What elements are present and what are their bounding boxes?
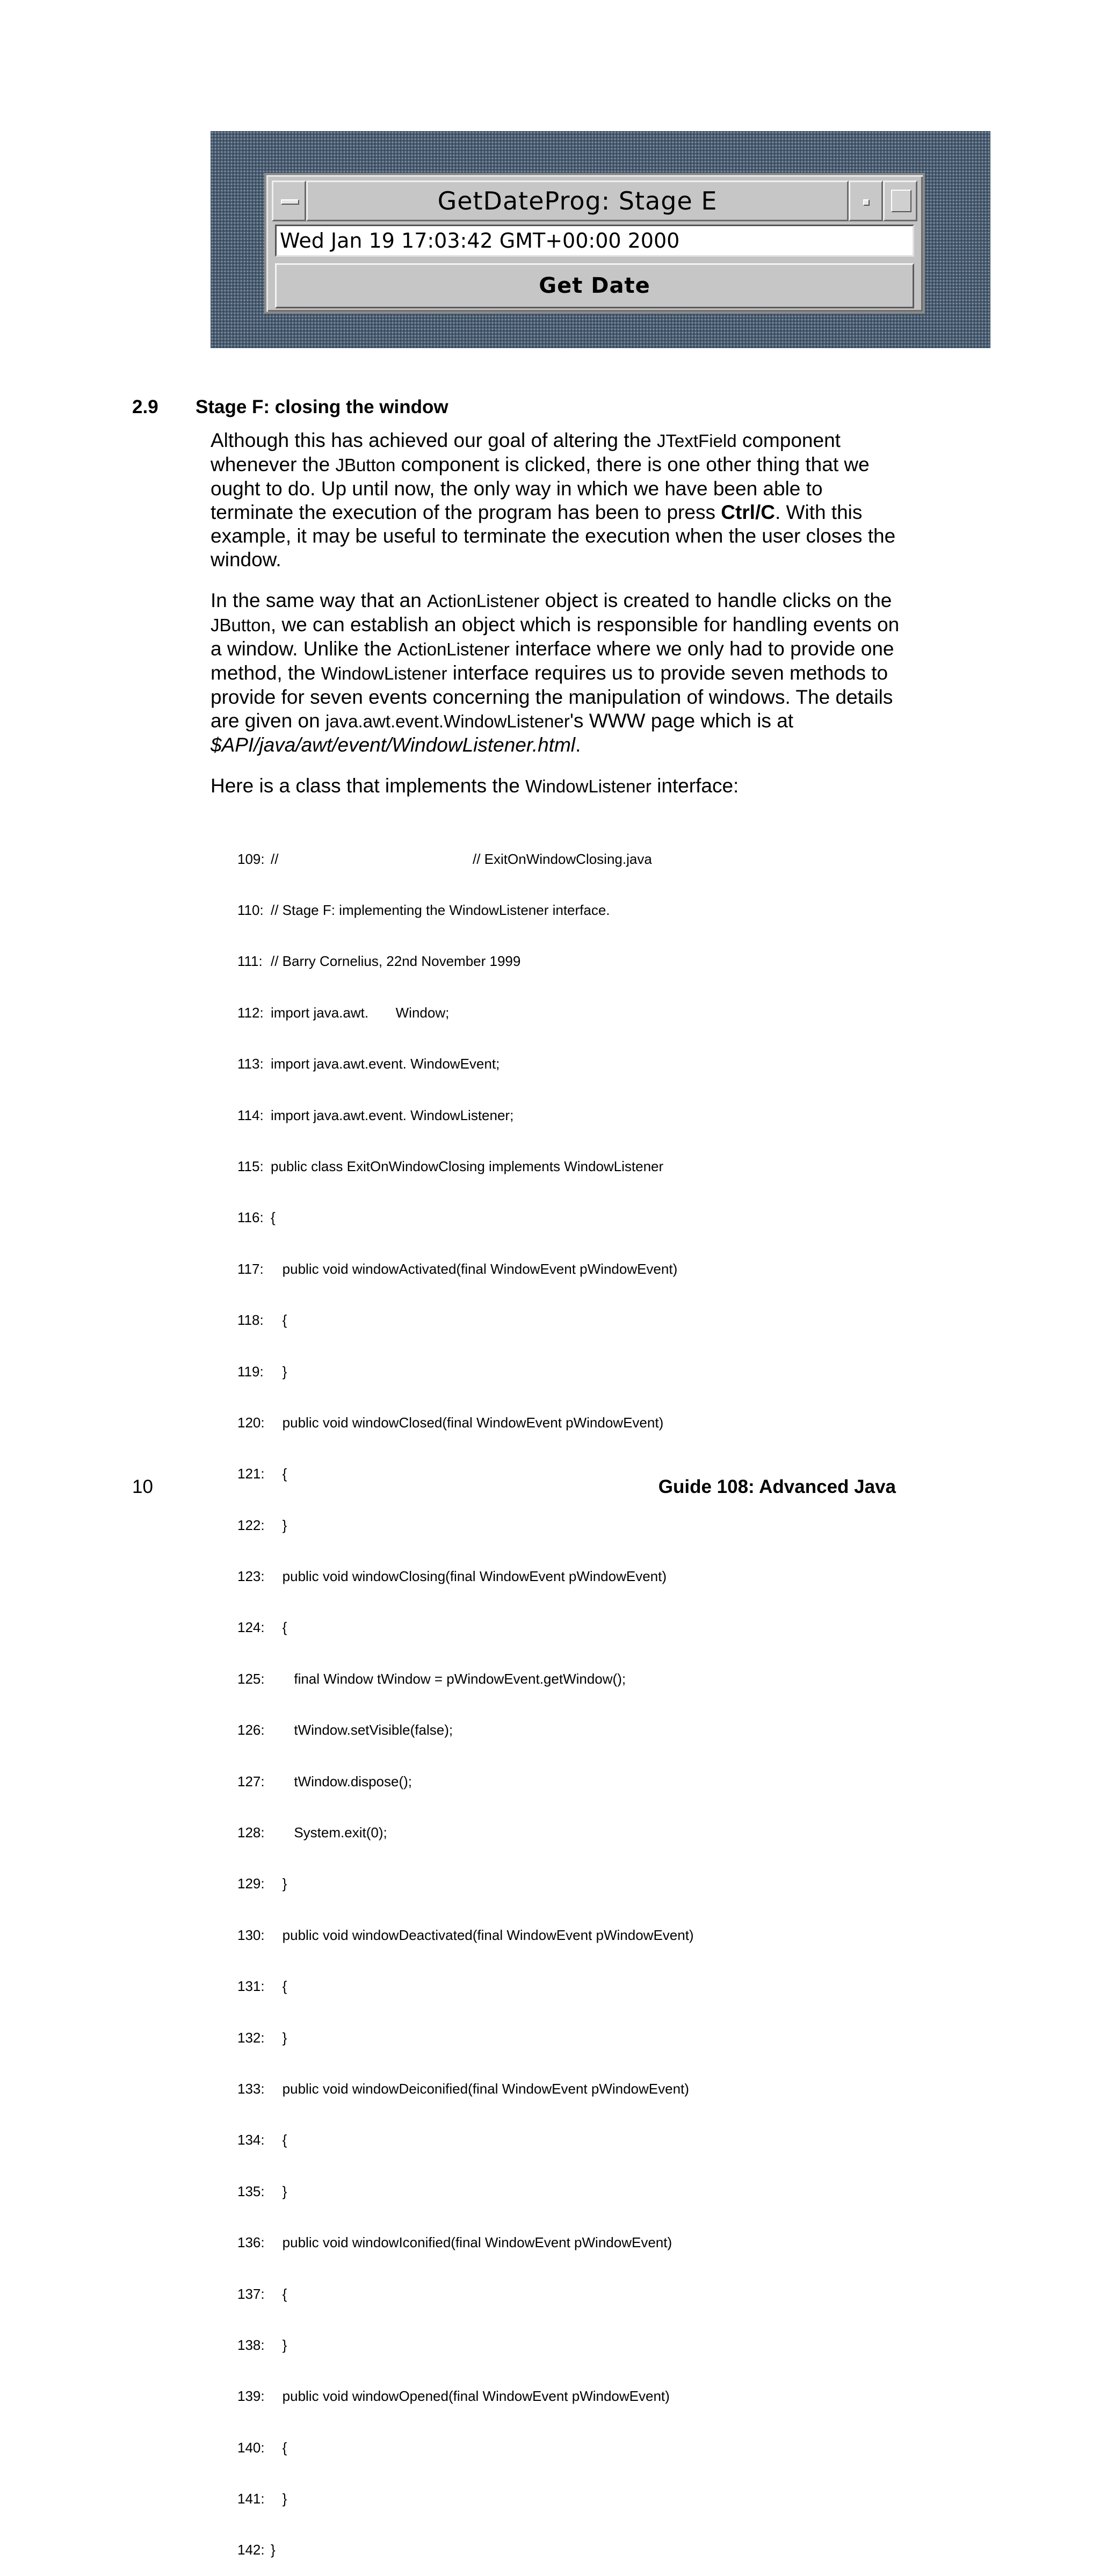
code-text: import java.awt. Window; [271,1004,450,1021]
window-titlebar [272,181,917,221]
get-date-button[interactable]: Get Date [275,263,914,308]
page-number: 10 [132,1476,153,1497]
code-text: public void windowOpened(final WindowEvent pWindowEvent) [271,2388,670,2405]
line-number: 113: [237,1056,267,1072]
code-text: public void windowClosed(final WindowEvent pWindowEvent) [271,1414,664,1431]
code-line [237,1619,694,1636]
code-text: // Stage F: implementing the WindowListener interface. [271,901,610,918]
keyboard-shortcut: Ctrl/C [721,501,775,523]
code-text: tWindow.setVisible(false); [271,1722,453,1738]
line-number: 114: [237,1107,267,1123]
code-line [237,1568,694,1585]
class-name: JButton [335,455,396,475]
code-line [237,1875,694,1893]
window-title: GetDateProg: Stage E [306,181,849,221]
code-line [237,851,694,868]
line-number: 123: [237,1568,269,1585]
code-line [237,2388,694,2405]
code-line [237,1671,694,1688]
line-number: 128: [237,1824,269,1841]
code-line [237,1158,694,1175]
line-number: 120: [237,1414,269,1431]
line-number: 111: [237,953,266,970]
code-line [237,2081,694,2098]
code-text: } [271,2491,287,2507]
code-line [237,1363,694,1381]
code-line [237,1824,694,1842]
code-line [237,1056,694,1073]
code-text: tWindow.dispose(); [271,1773,412,1790]
class-name: ActionListener [397,639,510,659]
screenshot-figure [211,131,990,348]
line-number: 137: [237,2285,269,2302]
code-text: { [271,1619,287,1636]
line-number: 119: [237,1363,267,1380]
window-menu-icon[interactable] [272,181,306,221]
code-line [237,2286,694,2303]
code-line [237,1005,694,1022]
line-number: 131: [237,1978,269,1995]
line-number: 109: [237,850,269,867]
line-number: 142: [237,2542,269,2558]
line-number: 116: [237,1209,267,1226]
line-number: 117: [237,1260,267,1277]
code-text: public void windowDeiconified(final WindowEvent pWindowEvent) [271,2080,689,2097]
code-line [237,2234,694,2252]
code-text: { [271,1978,287,1995]
code-text: import java.awt.event. WindowEvent; [271,1056,500,1072]
paragraph-2: In the same way that an ActionListener object is created to handle clicks on the JButton, we can establish an object which is responsible for handling events on a window. Unlike the ActionListener interface where we only had to provide one method, the WindowListener interface requires us to provide seven methods to provide for seven events concerning the manipulation of windows. The details are given on java.awt.event.WindowListener's WWW page which is at $API/java/awt/event/WindowListener.html. [211,589,900,756]
code-text: { [271,2132,287,2148]
code-text: // [271,850,279,867]
paragraph-3: Here is a class that implements the WindowListener interface: [211,775,739,797]
line-number: 133: [237,2080,269,2097]
code-text: public class ExitOnWindowClosing implements WindowListener [271,1158,664,1174]
code-line [237,2132,694,2149]
line-number: 132: [237,2029,269,2046]
line-number: 125: [237,1670,269,1687]
code-line [237,1312,694,1329]
code-line [237,2183,694,2200]
code-text: // ExitOnWindowClosing.java [473,850,652,867]
code-text: public void windowClosing(final WindowEvent pWindowEvent) [271,1568,667,1585]
code-line [237,2030,694,2047]
line-number: 126: [237,1722,269,1738]
line-number: 127: [237,1773,269,1790]
getdate-window [264,173,925,314]
code-line [237,1466,694,1483]
code-text: public void windowActivated(final WindowEvent pWindowEvent) [271,1260,678,1277]
code-text: final Window tWindow = pWindowEvent.getWindow(); [271,1670,626,1687]
code-line [237,1978,694,1995]
line-number: 140: [237,2439,269,2456]
code-text: { [271,1209,276,1226]
code-line [237,2440,694,2457]
code-text: } [271,2029,287,2046]
code-line [237,1927,694,1944]
class-name: WindowListener [321,663,447,683]
section-number: 2.9 [132,396,158,417]
code-text: { [271,1312,287,1329]
code-line [237,2337,694,2354]
code-line [237,1773,694,1791]
code-line [237,1261,694,1278]
code-text: } [271,2542,276,2558]
paragraph-1: Although this has achieved our goal of altering the JTextField component whenever the JButton component is clicked, there is one other thing that we ought to do. Up until now, the only way in which we have been able to terminate the execution of the program has been to press Ctrl/C. With this example, it may be useful to terminate the execution when the user closes the window. [211,429,896,571]
line-number: 135: [237,2183,269,2199]
code-text: } [271,2336,287,2353]
code-text: System.exit(0); [271,1824,387,1841]
class-name: ActionListener [427,591,540,611]
line-number: 136: [237,2234,269,2251]
api-path: $API/java/awt/event/WindowListener.html [211,734,576,756]
code-text: } [271,1517,287,1533]
class-name: JTextField [657,431,737,451]
code-text: { [271,2285,287,2302]
code-text: // Barry Cornelius, 22nd November 1999 [271,953,521,970]
date-text-field[interactable]: Wed Jan 19 17:03:42 GMT+00:00 2000 [275,225,914,257]
code-text: { [271,2439,287,2456]
line-number: 118: [237,1312,267,1329]
line-number: 121: [237,1466,269,1482]
line-number: 110: [237,901,267,918]
line-number: 134: [237,2132,269,2148]
line-number: 138: [237,2336,269,2353]
line-number: 112: [237,1004,267,1021]
code-text: public void windowIconified(final WindowEvent pWindowEvent) [271,2234,672,2251]
code-line [237,1722,694,1739]
code-line [237,1209,694,1226]
code-line [237,902,694,919]
line-number: 122: [237,1517,269,1533]
code-line [237,953,694,970]
line-number: 130: [237,1926,269,1943]
code-text: import java.awt.event. WindowListener; [271,1107,514,1123]
class-name: JButton [211,615,271,635]
class-name: WindowListener [525,776,652,796]
line-number: 115: [237,1158,267,1174]
code-line [237,2491,694,2508]
code-text: } [271,1363,287,1380]
maximize-icon[interactable] [883,181,917,221]
code-listing [237,817,694,2576]
line-number: 129: [237,1875,269,1892]
line-number: 139: [237,2388,269,2405]
section-title: Stage F: closing the window [196,396,448,417]
line-number: 124: [237,1619,269,1636]
code-line [237,1517,694,1534]
code-line [237,1415,694,1432]
code-text: public void windowDeactivated(final WindowEvent pWindowEvent) [271,1926,694,1943]
code-text: { [271,1466,287,1482]
line-number: 141: [237,2491,269,2507]
class-name: java.awt.event.WindowListener [325,711,570,731]
guide-title: Guide 108: Advanced Java [658,1476,896,1497]
body-text [211,429,909,816]
code-text: } [271,1875,287,1892]
code-line [237,1107,694,1124]
minimize-icon[interactable] [849,181,883,221]
code-line [237,2542,694,2559]
code-text: } [271,2183,287,2199]
